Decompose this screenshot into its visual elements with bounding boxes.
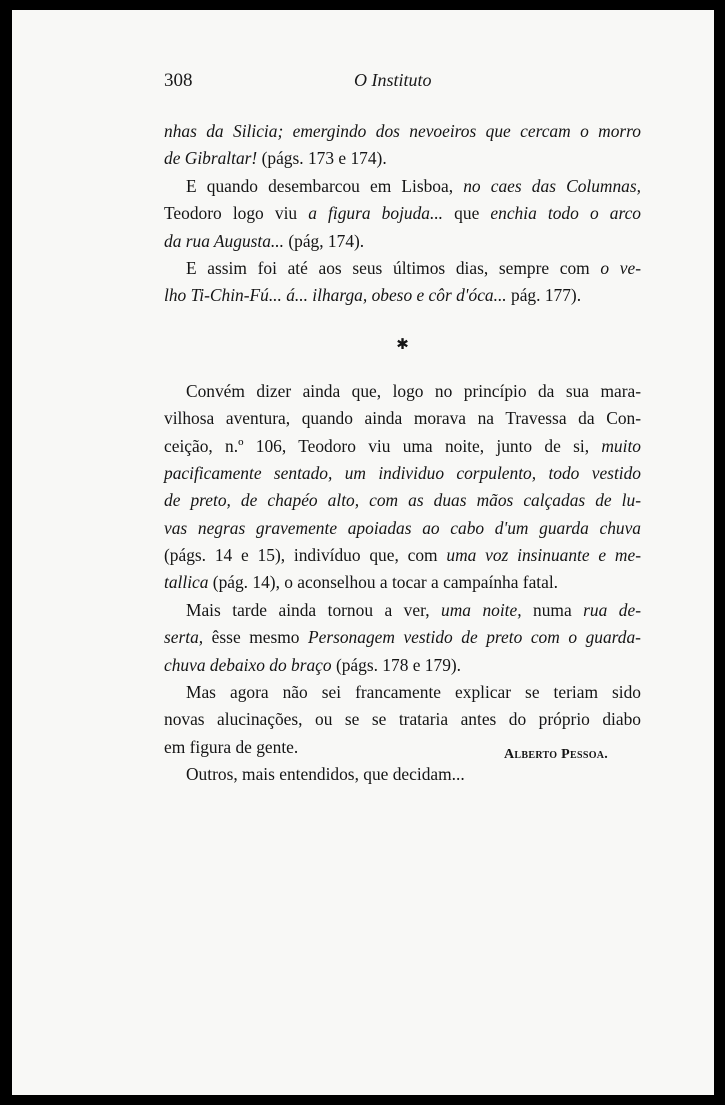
text-line: de preto, de chapéo alto, com as duas mãos calçadas de lu- — [164, 490, 641, 511]
text-line: E assim foi até aos seus últimos dias, sempre com o ve- — [186, 257, 641, 278]
text-line: serta, êsse mesmo Personagem vestido de preto com o guarda- — [164, 627, 641, 648]
document-page — [12, 10, 714, 1095]
text-line: ceição, n.º 106, Teodoro viu uma noite, junto de si, muito — [164, 435, 641, 456]
text-line: (págs. 14 e 15), indivíduo que, com uma voz insinuante e me- — [164, 545, 641, 566]
text-line: tallica (pág. 14), o aconselhou a tocar a campaínha fatal. — [164, 572, 559, 593]
text-line: da rua Augusta... (pág, 174). — [164, 230, 365, 251]
page-header — [164, 70, 634, 100]
text-line: Outros, mais entendidos, que decidam... — [186, 764, 465, 785]
main-text — [164, 118, 641, 789]
text-line: vilhosa aventura, quando ainda morava na Travessa da Con- — [164, 408, 641, 429]
running-title: O Instituto — [354, 70, 432, 90]
text-line: novas alucinações, ou se se trataria antes do próprio diabo — [164, 709, 641, 730]
bleed-through-texture — [162, 710, 682, 990]
section-separator-asterisk: ✱ — [396, 336, 409, 353]
text-line: Convém dizer ainda que, logo no princípio da sua mara- — [186, 380, 641, 401]
text-line: Teodoro logo viu a figura bojuda... que enchia todo o arco — [164, 203, 641, 224]
text-line: chuva debaixo do braço (págs. 178 e 179). — [164, 654, 462, 675]
text-line: E quando desembarcou em Lisboa, no caes das Columnas, — [186, 175, 641, 196]
text-line: pacificamente sentado, um individuo corpulento, todo vestido — [164, 462, 641, 483]
text-line: lho Ti-Chin-Fú... á... ilharga, obeso e côr d'óca... pág. 177). — [164, 285, 582, 306]
text-line: em figura de gente. — [164, 736, 299, 757]
text-line: de Gibraltar! (págs. 173 e 174). — [164, 148, 387, 169]
author-signature: Alberto Pessoa. — [504, 747, 609, 762]
page-number: 308 — [164, 70, 193, 91]
text-line: vas negras gravemente apoiadas ao cabo d'um guarda chuva — [164, 517, 641, 538]
text-line: Mas agora não sei francamente explicar se teriam sido — [186, 682, 641, 703]
text-line: nhas da Silicia; emergindo dos nevoeiros que cercam o morro — [164, 121, 641, 141]
text-line: Mais tarde ainda tornou a ver, uma noite, numa rua de- — [186, 599, 641, 620]
